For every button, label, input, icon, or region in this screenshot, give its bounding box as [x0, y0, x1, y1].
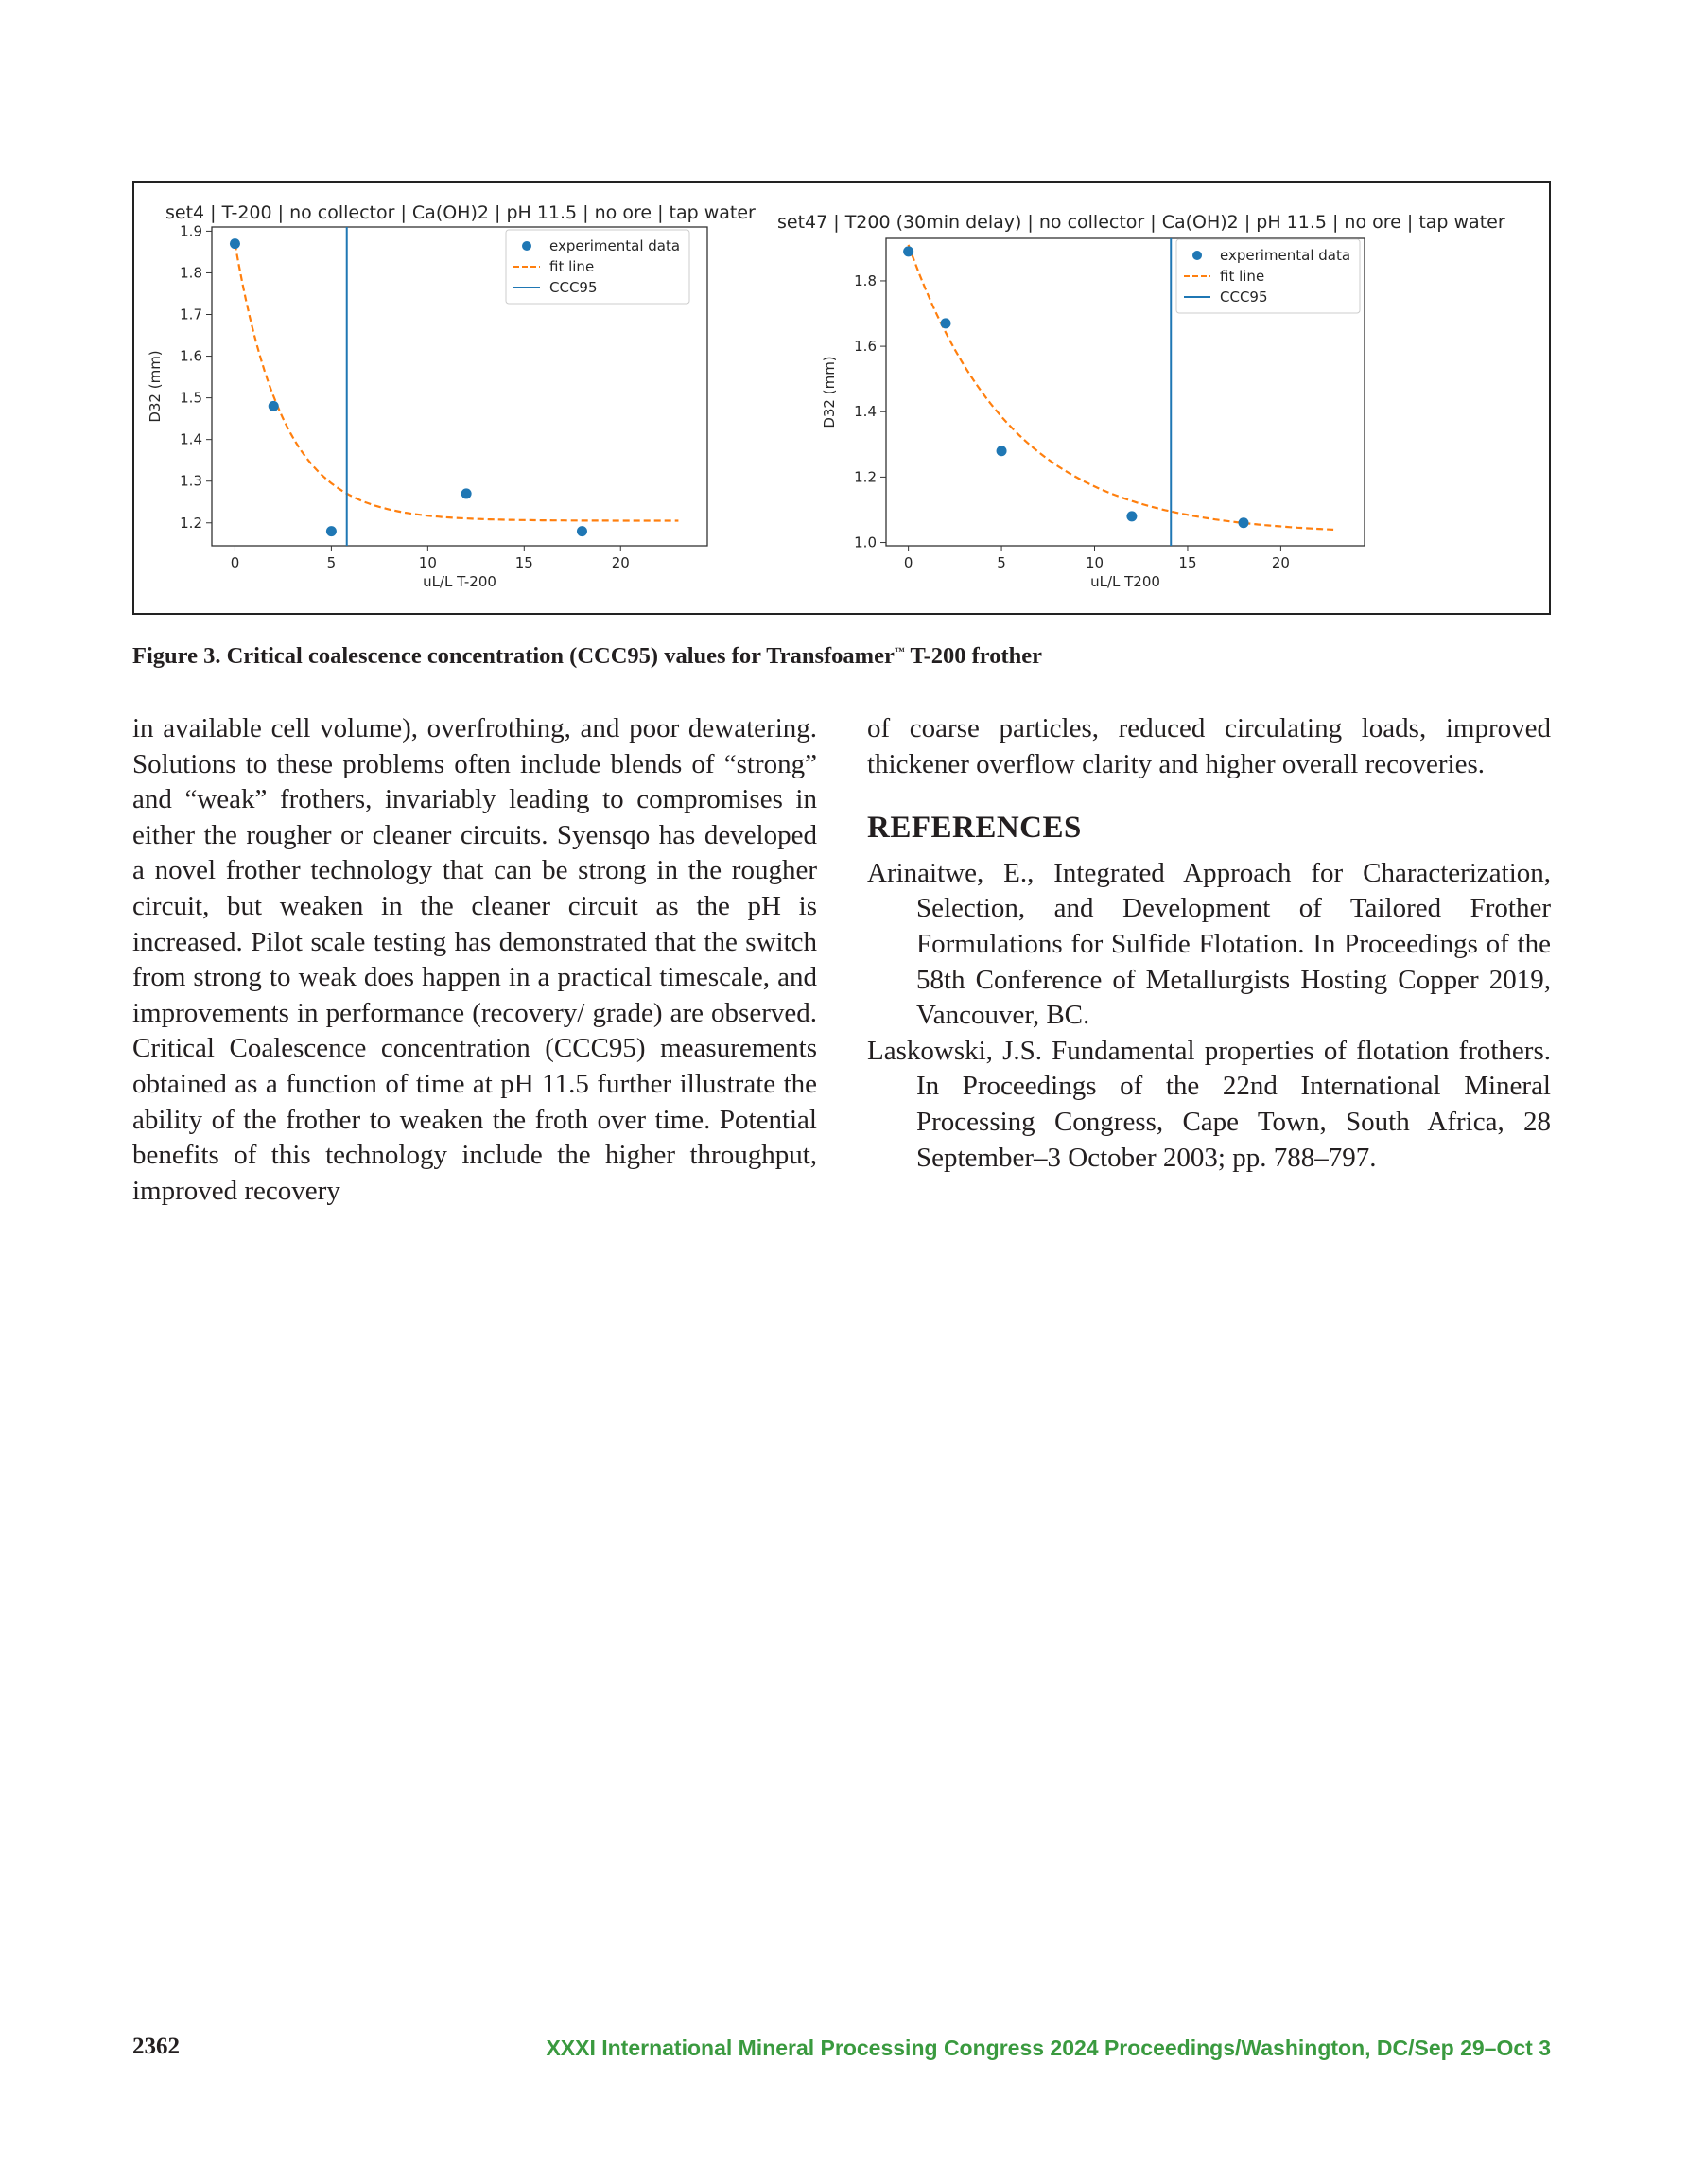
data-point	[269, 401, 279, 411]
reference-item: Laskowski, J.S. Fundamental properties of flotation frothers. In Proceedings of the 22nd International Mineral Processing Congress, Cape Town, South Africa, 28 September–3 October 2003; pp. 788–797.	[867, 1035, 1551, 1173]
chart-1	[147, 202, 756, 590]
data-point	[461, 488, 472, 498]
figure-caption	[132, 643, 1551, 670]
conference-footer: XXXI International Mineral Processing Congress 2024 Proceedings/Washington, DC/Sep 29–Oct 3	[546, 2035, 1551, 2060]
chart-title: set47 | T200 (30min delay) | no collector | Ca(OH)2 | pH 11.5 | no ore | tap water	[777, 212, 1505, 233]
x-tick-label: 5	[326, 554, 337, 571]
data-point	[903, 246, 913, 256]
references-heading: REFERENCES	[867, 811, 1082, 846]
x-axis-label: uL/L T200	[1090, 573, 1160, 590]
data-point	[577, 526, 587, 536]
legend-label: CCC95	[1220, 288, 1268, 306]
body-paragraph-right: of coarse particles, reduced circulating loads, improved thickener overflow clarity and higher overall recoveries.	[867, 713, 1551, 779]
x-tick-label: 20	[1271, 554, 1290, 571]
page-number: 2362	[132, 2034, 180, 2059]
legend-label: experimental data	[549, 237, 681, 254]
y-axis-label: D32 (mm)	[147, 350, 164, 423]
data-point	[326, 526, 337, 536]
y-tick-label: 1.5	[180, 389, 202, 407]
legend-marker	[1192, 251, 1202, 260]
y-tick-label: 1.3	[180, 472, 202, 490]
y-tick-label: 1.0	[854, 533, 877, 551]
figure-caption-tail: T-200 frother	[904, 643, 1043, 669]
figure-caption-text: Figure 3. Critical coalescence concentration (CCC95) values for Transfoamer	[132, 643, 895, 669]
right-column	[867, 711, 1551, 1176]
data-point	[1126, 511, 1137, 521]
x-tick-label: 15	[1178, 554, 1197, 571]
legend-label: fit line	[1220, 268, 1265, 285]
data-point	[997, 446, 1007, 456]
x-tick-label: 0	[903, 554, 913, 571]
y-axis-label: D32 (mm)	[821, 356, 838, 428]
y-tick-label: 1.7	[180, 306, 202, 323]
y-tick-label: 1.6	[180, 347, 202, 365]
y-tick-label: 1.6	[854, 338, 877, 356]
data-point	[230, 238, 240, 249]
y-tick-label: 1.2	[854, 468, 877, 486]
y-tick-label: 1.9	[180, 222, 202, 240]
chart-title: set4 | T-200 | no collector | Ca(OH)2 | pH 11.5 | no ore | tap water	[165, 202, 756, 223]
y-tick-label: 1.8	[180, 264, 202, 282]
legend-label: fit line	[549, 258, 595, 275]
y-tick-label: 1.4	[180, 430, 202, 448]
chart-2	[777, 212, 1505, 590]
body-paragraph-left: in available cell volume), overfrothing, and poor dewatering. Solutions to these problems often include blends of “strong” and “weak” frothers, invariably leading to compromises in either the rougher or cleaner circuits. Syensqo has developed a novel frother technology that can be strong in the rougher circuit, but weaken in the cleaner circuit as the pH is increased. Pilot scale testing has demonstrated that the switch from strong to weak does happen in a practical timescale, and improvements in performance (recovery/ grade) are observed. Critical Coalescence concentration (CCC95) measurements obtained as a function of time at pH 11.5 further illustrate the ability of the frother to weaken the froth over time. Potential benefits of this technology include the higher throughput, improved recovery	[132, 713, 817, 1206]
y-tick-label: 1.8	[854, 271, 877, 289]
figure-3-charts	[134, 183, 1549, 613]
y-tick-label: 1.4	[854, 403, 877, 421]
data-point	[941, 318, 951, 328]
x-axis-label: uL/L T-200	[423, 573, 496, 590]
legend-label: CCC95	[549, 279, 598, 296]
figure-3	[132, 181, 1551, 615]
left-column	[132, 711, 817, 1209]
x-tick-label: 15	[514, 554, 533, 571]
reference-item: Arinaitwe, E., Integrated Approach for Characterization, Selection, and Development of Tailored Frother Formulations for Sulfide Flotation. In Proceedings of the 58th Conference of Metallurgists Hosting Copper 2019, Vancouver, BC.	[867, 857, 1551, 1031]
legend-marker	[522, 241, 531, 251]
x-tick-label: 20	[611, 554, 630, 571]
x-tick-label: 0	[230, 554, 240, 571]
data-point	[1239, 517, 1249, 528]
x-tick-label: 10	[1085, 554, 1104, 571]
legend-label: experimental data	[1220, 247, 1351, 264]
x-tick-label: 5	[997, 554, 1006, 571]
y-tick-label: 1.2	[180, 514, 202, 532]
trademark-symbol: ™	[894, 645, 905, 657]
x-tick-label: 10	[418, 554, 437, 571]
